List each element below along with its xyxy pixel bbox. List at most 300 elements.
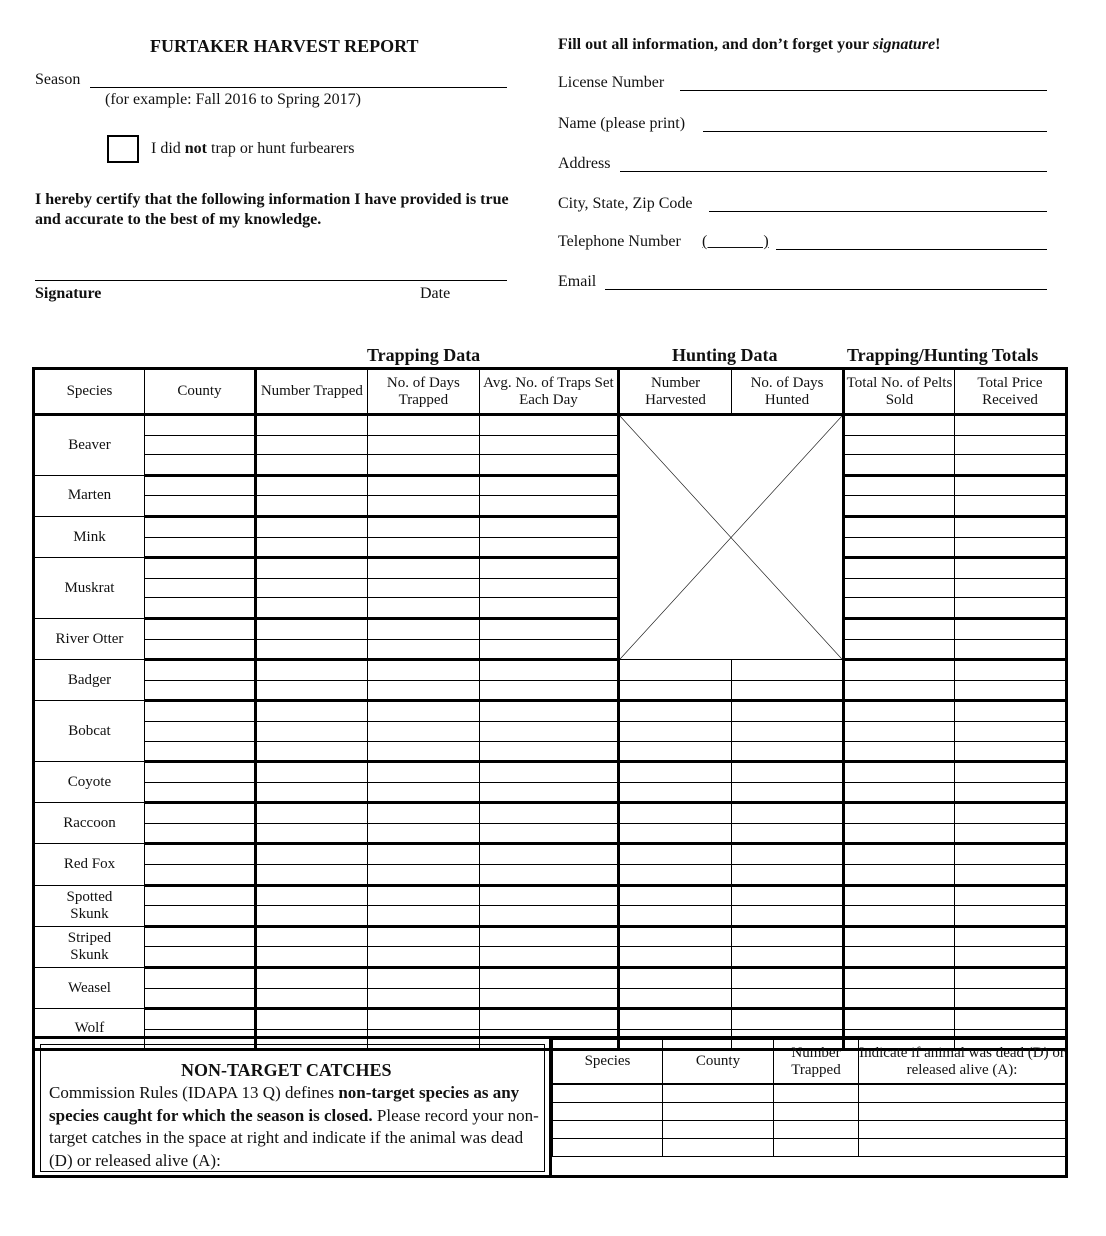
header-row — [34, 369, 1067, 415]
entry-cell[interactable] — [954, 762, 1066, 783]
entry-cell[interactable] — [479, 741, 618, 762]
entry-cell[interactable] — [732, 1009, 844, 1030]
entry-cell[interactable] — [255, 475, 367, 496]
entry-cell[interactable] — [844, 639, 955, 660]
entry-cell[interactable] — [255, 762, 367, 783]
entry-cell[interactable] — [367, 680, 479, 701]
entry-cell[interactable] — [255, 455, 367, 476]
entry-cell[interactable] — [479, 660, 618, 681]
entry-cell[interactable] — [367, 496, 479, 517]
entry-cell[interactable] — [619, 660, 732, 681]
entry-cell[interactable] — [479, 680, 618, 701]
entry-cell[interactable] — [619, 701, 732, 722]
entry-cell[interactable] — [954, 701, 1066, 722]
species-name: Wolf — [34, 1009, 145, 1050]
table-row — [34, 701, 1067, 722]
entry-cell[interactable] — [844, 618, 955, 639]
entry-cell[interactable] — [954, 885, 1066, 906]
entry-cell[interactable] — [732, 865, 844, 886]
entry-cell[interactable] — [255, 639, 367, 660]
nt-entry-cell[interactable] — [774, 1103, 859, 1121]
entry-cell[interactable] — [144, 558, 255, 579]
entry-cell[interactable] — [844, 455, 955, 476]
entry-cell[interactable] — [144, 660, 255, 681]
entry-cell[interactable] — [479, 988, 618, 1009]
nt-entry-cell[interactable] — [859, 1103, 1066, 1121]
season-example: (for example: Fall 2016 to Spring 2017) — [105, 91, 361, 108]
season-label: Season — [35, 71, 81, 88]
entry-cell[interactable] — [732, 906, 844, 927]
entry-cell[interactable] — [619, 680, 732, 701]
entry-cell[interactable] — [954, 639, 1066, 660]
license-field[interactable] — [680, 90, 1047, 91]
entry-cell[interactable] — [144, 496, 255, 517]
entry-cell[interactable] — [619, 906, 732, 927]
entry-cell[interactable] — [144, 455, 255, 476]
entry-cell[interactable] — [367, 598, 479, 619]
entry-cell[interactable] — [144, 415, 255, 436]
entry-cell[interactable] — [844, 1009, 955, 1030]
entry-cell[interactable] — [954, 988, 1066, 1009]
entry-cell[interactable] — [479, 475, 618, 496]
entry-cell[interactable] — [479, 844, 618, 865]
entry-cell[interactable] — [479, 926, 618, 947]
entry-cell[interactable] — [844, 680, 955, 701]
entry-cell[interactable] — [954, 415, 1066, 436]
entry-cell[interactable] — [954, 618, 1066, 639]
species-name: Red Fox — [34, 844, 145, 885]
did-not-trap-checkbox[interactable] — [107, 135, 139, 163]
table-row — [34, 741, 1067, 762]
nt-col-number: Number Trapped — [774, 1040, 859, 1085]
entry-cell[interactable] — [144, 906, 255, 927]
entry-cell[interactable] — [367, 988, 479, 1009]
entry-cell[interactable] — [619, 865, 732, 886]
entry-cell[interactable] — [479, 435, 618, 455]
entry-cell[interactable] — [732, 803, 844, 824]
entry-cell[interactable] — [255, 496, 367, 517]
entry-cell[interactable] — [954, 741, 1066, 762]
entry-cell[interactable] — [479, 906, 618, 927]
species-name: Weasel — [34, 968, 145, 1009]
table-row — [34, 906, 1067, 927]
entry-cell[interactable] — [954, 558, 1066, 579]
table-row — [553, 1121, 1066, 1139]
entry-cell[interactable] — [255, 578, 367, 598]
entry-cell[interactable] — [367, 415, 479, 436]
entry-cell[interactable] — [367, 516, 479, 537]
entry-cell[interactable] — [367, 844, 479, 865]
entry-cell[interactable] — [144, 844, 255, 865]
entry-cell[interactable] — [144, 865, 255, 886]
entry-cell[interactable] — [954, 435, 1066, 455]
entry-cell[interactable] — [479, 618, 618, 639]
entry-cell[interactable] — [144, 885, 255, 906]
entry-cell[interactable] — [954, 782, 1066, 803]
entry-cell[interactable] — [954, 803, 1066, 824]
entry-cell[interactable] — [479, 803, 618, 824]
entry-cell[interactable] — [479, 782, 618, 803]
name-label: Name (please print) — [558, 115, 686, 132]
entry-cell[interactable] — [732, 701, 844, 722]
did-not-trap-label: I did not trap or hunt furbearers — [151, 140, 355, 157]
entry-cell[interactable] — [144, 1009, 255, 1030]
entry-cell[interactable] — [619, 803, 732, 824]
nt-entry-cell[interactable] — [774, 1139, 859, 1157]
entry-cell[interactable] — [367, 782, 479, 803]
entry-cell[interactable] — [844, 823, 955, 844]
table-row — [34, 435, 1067, 455]
entry-cell[interactable] — [255, 823, 367, 844]
entry-cell[interactable] — [367, 537, 479, 558]
season-field[interactable] — [90, 87, 507, 88]
entry-cell[interactable] — [732, 885, 844, 906]
entry-cell[interactable] — [255, 660, 367, 681]
entry-cell[interactable] — [367, 968, 479, 989]
entry-cell[interactable] — [144, 701, 255, 722]
nt-entry-cell[interactable] — [553, 1084, 663, 1103]
species-name: Mink — [34, 516, 145, 557]
nt-entry-cell[interactable] — [859, 1084, 1066, 1103]
entry-cell[interactable] — [844, 475, 955, 496]
totals-section-title: Trapping/Hunting Totals — [847, 345, 1039, 365]
entry-cell[interactable] — [144, 803, 255, 824]
non-target-title: NON-TARGET CATCHES — [181, 1060, 392, 1080]
table-row — [34, 516, 1067, 537]
entry-cell[interactable] — [619, 926, 732, 947]
entry-cell[interactable] — [954, 865, 1066, 886]
entry-cell[interactable] — [732, 988, 844, 1009]
entry-cell[interactable] — [954, 906, 1066, 927]
telephone-area-code[interactable]: ( ) — [702, 233, 769, 250]
entry-cell[interactable] — [844, 741, 955, 762]
table-row — [553, 1084, 1066, 1103]
entry-cell[interactable] — [367, 885, 479, 906]
entry-cell[interactable] — [479, 947, 618, 968]
entry-cell[interactable] — [619, 885, 732, 906]
entry-cell[interactable] — [144, 639, 255, 660]
entry-cell[interactable] — [479, 762, 618, 783]
entry-cell[interactable] — [367, 435, 479, 455]
non-target-table — [552, 1039, 1066, 1157]
entry-cell[interactable] — [144, 823, 255, 844]
email-field[interactable] — [605, 289, 1047, 290]
certification-statement: I hereby certify that the following information I have provided is true and accurate to the best of my knowledge. — [35, 191, 509, 228]
table-row — [34, 578, 1067, 598]
hunting-section-title: Hunting Data — [672, 345, 778, 365]
entry-cell[interactable] — [255, 680, 367, 701]
entry-cell[interactable] — [479, 455, 618, 476]
entry-cell[interactable] — [954, 516, 1066, 537]
entry-cell[interactable] — [619, 782, 732, 803]
table-row — [34, 885, 1067, 906]
nt-col-indicate: Indicate if animal was dead (D) or released alive (A): — [859, 1040, 1066, 1085]
table-row — [34, 762, 1067, 783]
entry-cell[interactable] — [367, 762, 479, 783]
col-number-trapped: Number Trapped — [255, 369, 367, 415]
table-row — [34, 844, 1067, 865]
entry-cell[interactable] — [144, 947, 255, 968]
entry-cell[interactable] — [844, 865, 955, 886]
entry-cell[interactable] — [255, 516, 367, 537]
table-row — [34, 865, 1067, 886]
entry-cell[interactable] — [619, 721, 732, 741]
entry-cell[interactable] — [844, 558, 955, 579]
entry-cell[interactable] — [255, 1009, 367, 1030]
entry-cell[interactable] — [144, 721, 255, 741]
city-field[interactable] — [709, 211, 1047, 212]
entry-cell[interactable] — [367, 1009, 479, 1030]
entry-cell[interactable] — [844, 578, 955, 598]
entry-cell[interactable] — [367, 721, 479, 741]
entry-cell[interactable] — [619, 968, 732, 989]
entry-cell[interactable] — [144, 537, 255, 558]
table-row — [34, 968, 1067, 989]
entry-cell[interactable] — [844, 906, 955, 927]
entry-cell[interactable] — [844, 947, 955, 968]
table-row — [34, 496, 1067, 517]
table-row — [34, 823, 1067, 844]
nt-col-county: County — [663, 1040, 774, 1085]
entry-cell[interactable] — [255, 741, 367, 762]
entry-cell[interactable] — [732, 660, 844, 681]
entry-cell[interactable] — [255, 721, 367, 741]
entry-cell[interactable] — [144, 782, 255, 803]
entry-cell[interactable] — [954, 947, 1066, 968]
nt-entry-cell[interactable] — [859, 1121, 1066, 1139]
entry-cell[interactable] — [255, 435, 367, 455]
license-label: License Number — [558, 74, 665, 91]
entry-cell[interactable] — [619, 823, 732, 844]
entry-cell[interactable] — [844, 721, 955, 741]
entry-cell[interactable] — [954, 1009, 1066, 1030]
nt-entry-cell[interactable] — [774, 1121, 859, 1139]
harvest-table — [32, 367, 1068, 1051]
entry-cell[interactable] — [255, 537, 367, 558]
entry-cell[interactable] — [367, 578, 479, 598]
entry-cell[interactable] — [367, 926, 479, 947]
entry-cell[interactable] — [367, 618, 479, 639]
col-days-trapped: No. of Days Trapped — [367, 369, 479, 415]
entry-cell[interactable] — [954, 823, 1066, 844]
nt-entry-cell[interactable] — [553, 1103, 663, 1121]
entry-cell[interactable] — [619, 741, 732, 762]
entry-cell[interactable] — [732, 926, 844, 947]
entry-cell[interactable] — [732, 844, 844, 865]
entry-cell[interactable] — [954, 455, 1066, 476]
entry-cell[interactable] — [619, 988, 732, 1009]
entry-cell[interactable] — [144, 988, 255, 1009]
entry-cell[interactable] — [732, 721, 844, 741]
entry-cell[interactable] — [844, 701, 955, 722]
table-row — [34, 721, 1067, 741]
entry-cell[interactable] — [255, 844, 367, 865]
entry-cell[interactable] — [255, 865, 367, 886]
entry-cell[interactable] — [367, 660, 479, 681]
col-total-price: Total Price Received — [954, 369, 1066, 415]
table-row — [34, 639, 1067, 660]
entry-cell[interactable] — [732, 968, 844, 989]
nt-entry-cell[interactable] — [663, 1139, 774, 1157]
entry-cell[interactable] — [144, 968, 255, 989]
entry-cell[interactable] — [144, 926, 255, 947]
entry-cell[interactable] — [144, 578, 255, 598]
entry-cell[interactable] — [954, 680, 1066, 701]
entry-cell[interactable] — [954, 537, 1066, 558]
entry-cell[interactable] — [367, 741, 479, 762]
entry-cell[interactable] — [954, 660, 1066, 681]
entry-cell[interactable] — [844, 516, 955, 537]
entry-cell[interactable] — [367, 906, 479, 927]
entry-cell[interactable] — [619, 844, 732, 865]
entry-cell[interactable] — [255, 782, 367, 803]
entry-cell[interactable] — [479, 639, 618, 660]
entry-cell[interactable] — [479, 701, 618, 722]
species-name: Bobcat — [34, 701, 145, 762]
entry-cell[interactable] — [144, 435, 255, 455]
entry-cell[interactable] — [255, 926, 367, 947]
entry-cell[interactable] — [255, 803, 367, 824]
entry-cell[interactable] — [844, 885, 955, 906]
entry-cell[interactable] — [479, 558, 618, 579]
entry-cell[interactable] — [732, 680, 844, 701]
entry-cell[interactable] — [255, 558, 367, 579]
entry-cell[interactable] — [954, 968, 1066, 989]
entry-cell[interactable] — [954, 721, 1066, 741]
species-name: Striped Skunk — [34, 926, 145, 967]
entry-cell[interactable] — [844, 844, 955, 865]
entry-cell[interactable] — [144, 618, 255, 639]
entry-cell[interactable] — [844, 415, 955, 436]
nt-entry-cell[interactable] — [553, 1121, 663, 1139]
entry-cell[interactable] — [255, 598, 367, 619]
entry-cell[interactable] — [844, 782, 955, 803]
entry-cell[interactable] — [367, 701, 479, 722]
entry-cell[interactable] — [255, 947, 367, 968]
entry-cell[interactable] — [479, 968, 618, 989]
entry-cell[interactable] — [732, 762, 844, 783]
entry-cell[interactable] — [732, 741, 844, 762]
entry-cell[interactable] — [367, 947, 479, 968]
entry-cell[interactable] — [479, 537, 618, 558]
entry-cell[interactable] — [479, 865, 618, 886]
species-name: River Otter — [34, 618, 145, 659]
col-species: Species — [34, 369, 145, 415]
nt-entry-cell[interactable] — [663, 1103, 774, 1121]
entry-cell[interactable] — [255, 988, 367, 1009]
entry-cell[interactable] — [144, 516, 255, 537]
entry-cell[interactable] — [954, 496, 1066, 517]
entry-cell[interactable] — [479, 885, 618, 906]
entry-cell[interactable] — [844, 968, 955, 989]
entry-cell[interactable] — [954, 926, 1066, 947]
telephone-field[interactable] — [776, 249, 1047, 250]
entry-cell[interactable] — [732, 782, 844, 803]
email-label: Email — [558, 273, 597, 290]
entry-cell[interactable] — [367, 865, 479, 886]
entry-cell[interactable] — [619, 947, 732, 968]
entry-cell[interactable] — [954, 578, 1066, 598]
nt-entry-cell[interactable] — [553, 1139, 663, 1157]
nt-col-species: Species — [553, 1040, 663, 1085]
entry-cell[interactable] — [255, 415, 367, 436]
entry-cell[interactable] — [619, 1009, 732, 1030]
entry-cell[interactable] — [367, 558, 479, 579]
species-name: Marten — [34, 475, 145, 516]
entry-cell[interactable] — [844, 598, 955, 619]
entry-cell[interactable] — [479, 415, 618, 436]
entry-cell[interactable] — [954, 844, 1066, 865]
entry-cell[interactable] — [144, 475, 255, 496]
address-label: Address — [558, 155, 611, 172]
entry-cell[interactable] — [479, 721, 618, 741]
species-name: Badger — [34, 660, 145, 701]
species-name: Spotted Skunk — [34, 885, 145, 926]
entry-cell[interactable] — [255, 906, 367, 927]
entry-cell[interactable] — [844, 803, 955, 824]
entry-cell[interactable] — [144, 762, 255, 783]
entry-cell[interactable] — [732, 947, 844, 968]
table-row — [34, 558, 1067, 579]
name-field[interactable] — [703, 131, 1047, 132]
entry-cell[interactable] — [844, 435, 955, 455]
non-target-description: Commission Rules (IDAPA 13 Q) defines non-target species as any species caught for which the season is closed. Please record your non-target catches in the space at right and indicate if the animal was dead (D) or released alive (A): — [49, 1083, 539, 1170]
entry-cell[interactable] — [479, 516, 618, 537]
signature-line[interactable] — [35, 280, 507, 281]
nt-entry-cell[interactable] — [663, 1084, 774, 1103]
address-field[interactable] — [620, 171, 1047, 172]
entry-cell[interactable] — [255, 618, 367, 639]
entry-cell[interactable] — [255, 701, 367, 722]
nt-entry-cell[interactable] — [859, 1139, 1066, 1157]
entry-cell[interactable] — [479, 598, 618, 619]
entry-cell[interactable] — [144, 598, 255, 619]
entry-cell[interactable] — [954, 475, 1066, 496]
entry-cell[interactable] — [479, 1009, 618, 1030]
species-name: Beaver — [34, 415, 145, 476]
entry-cell[interactable] — [367, 803, 479, 824]
entry-cell[interactable] — [954, 598, 1066, 619]
non-target-info-box — [40, 1044, 545, 1172]
entry-cell[interactable] — [367, 823, 479, 844]
entry-cell[interactable] — [255, 968, 367, 989]
entry-cell[interactable] — [844, 496, 955, 517]
entry-cell[interactable] — [844, 660, 955, 681]
entry-cell[interactable] — [844, 926, 955, 947]
entry-cell[interactable] — [144, 680, 255, 701]
table-row — [553, 1139, 1066, 1157]
entry-cell[interactable] — [367, 455, 479, 476]
table-row — [553, 1103, 1066, 1121]
table-row — [34, 598, 1067, 619]
table-row — [34, 455, 1067, 476]
entry-cell[interactable] — [619, 762, 732, 783]
entry-cell[interactable] — [367, 475, 479, 496]
nt-entry-cell[interactable] — [774, 1084, 859, 1103]
entry-cell[interactable] — [144, 741, 255, 762]
city-label: City, State, Zip Code — [558, 195, 693, 212]
entry-cell[interactable] — [479, 823, 618, 844]
entry-cell[interactable] — [844, 988, 955, 1009]
nt-entry-cell[interactable] — [663, 1121, 774, 1139]
entry-cell[interactable] — [479, 578, 618, 598]
entry-cell[interactable] — [367, 639, 479, 660]
entry-cell[interactable] — [255, 885, 367, 906]
entry-cell[interactable] — [844, 537, 955, 558]
entry-cell[interactable] — [844, 762, 955, 783]
entry-cell[interactable] — [732, 823, 844, 844]
entry-cell[interactable] — [479, 496, 618, 517]
